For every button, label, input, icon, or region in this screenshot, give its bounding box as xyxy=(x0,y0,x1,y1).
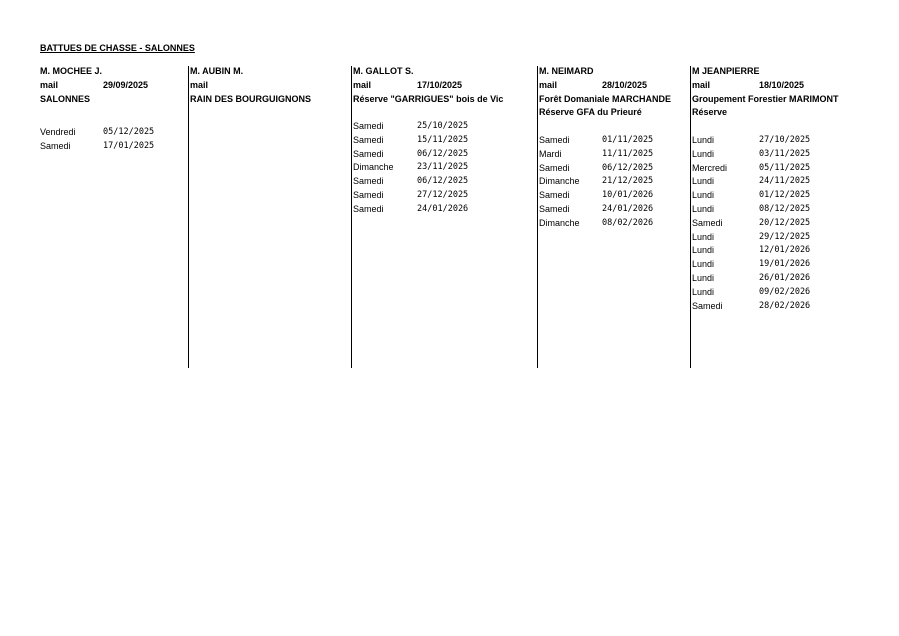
hunt-day: Lundi xyxy=(692,176,715,187)
hunter-column xyxy=(188,66,190,368)
hunt-date: 23/11/2025 xyxy=(417,162,469,173)
hunt-day: Samedi xyxy=(353,190,384,200)
hunter-column xyxy=(40,66,41,368)
hunt-date: 01/11/2025 xyxy=(602,135,654,145)
hunt-day: Lundi xyxy=(692,148,715,159)
mail-label: mail xyxy=(539,79,558,90)
hunt-day: Mercredi xyxy=(692,162,728,173)
mail-date: 17/10/2025 xyxy=(417,79,463,90)
hunt-location: Réserve xyxy=(692,107,728,118)
mail-label: mail xyxy=(190,79,209,90)
hunt-day: Vendredi xyxy=(40,127,76,137)
hunt-date: 24/01/2026 xyxy=(602,204,654,214)
mail-date: 28/10/2025 xyxy=(602,79,648,90)
hunt-day: Dimanche xyxy=(353,162,394,173)
hunt-date: 17/01/2025 xyxy=(103,140,155,151)
hunt-date: 19/01/2026 xyxy=(759,259,811,270)
hunt-day: Samedi xyxy=(353,176,384,187)
hunt-date: 09/02/2026 xyxy=(759,286,811,297)
hunt-date: 05/11/2025 xyxy=(759,162,811,173)
hunt-day: Samedi xyxy=(692,217,723,228)
hunt-day: Samedi xyxy=(353,121,384,131)
hunt-day: Dimanche xyxy=(539,217,580,228)
hunt-location: SALONNES xyxy=(40,93,91,104)
mail-date: 29/09/2025 xyxy=(103,79,149,90)
hunter-column xyxy=(351,66,353,368)
hunt-day: Lundi xyxy=(692,204,715,214)
hunter-name: M JEANPIERRE xyxy=(692,66,760,76)
hunt-day: Mardi xyxy=(539,148,562,159)
hunt-date: 06/12/2025 xyxy=(417,176,469,187)
hunt-date: 28/02/2026 xyxy=(759,300,811,311)
hunt-date: 08/12/2025 xyxy=(759,204,811,214)
hunt-day: Lundi xyxy=(692,286,715,297)
hunt-day: Lundi xyxy=(692,245,715,256)
hunt-day: Samedi xyxy=(353,134,384,145)
hunt-day: Dimanche xyxy=(539,176,580,187)
hunt-date: 29/12/2025 xyxy=(759,231,811,242)
hunt-date: 06/12/2025 xyxy=(417,148,469,159)
hunt-date: 24/11/2025 xyxy=(759,176,811,187)
mail-date: 18/10/2025 xyxy=(759,79,805,90)
hunt-day: Samedi xyxy=(353,148,384,159)
mail-label: mail xyxy=(353,79,372,90)
hunt-day: Lundi xyxy=(692,273,715,283)
hunt-day: Lundi xyxy=(692,231,715,242)
hunt-day: Samedi xyxy=(539,162,570,173)
hunt-day: Samedi xyxy=(353,203,384,214)
hunt-location: RAIN DES BOURGUIGNONS xyxy=(190,93,312,104)
hunt-date: 24/01/2026 xyxy=(417,203,469,214)
hunter-name: M. GALLOT S. xyxy=(353,66,414,76)
hunt-date: 20/12/2025 xyxy=(759,217,811,228)
hunt-date: 15/11/2025 xyxy=(417,134,469,145)
hunt-date: 01/12/2025 xyxy=(759,190,811,201)
hunt-date: 27/10/2025 xyxy=(759,135,811,145)
hunt-date: 08/02/2026 xyxy=(602,217,654,228)
mail-label: mail xyxy=(40,79,59,90)
page-title: BATTUES DE CHASSE - SALONNES xyxy=(40,43,195,53)
hunt-day: Samedi xyxy=(692,300,723,311)
hunt-location: Réserve "GARRIGUES" bois de Vic xyxy=(353,93,504,104)
hunt-date: 12/01/2026 xyxy=(759,245,811,256)
hunt-day: Lundi xyxy=(692,135,715,145)
hunt-day: Samedi xyxy=(539,204,570,214)
hunt-date: 10/01/2026 xyxy=(602,190,654,201)
hunt-date: 11/11/2025 xyxy=(602,148,654,159)
hunt-day: Samedi xyxy=(539,135,570,145)
hunter-name: M. AUBIN M. xyxy=(190,66,244,76)
mail-label: mail xyxy=(692,79,711,90)
hunt-date: 06/12/2025 xyxy=(602,162,654,173)
hunt-day: Lundi xyxy=(692,190,715,201)
hunter-name: M. NEIMARD xyxy=(539,66,594,76)
hunt-date: 03/11/2025 xyxy=(759,148,811,159)
hunt-date: 21/12/2025 xyxy=(602,176,654,187)
hunt-day: Samedi xyxy=(539,190,570,201)
hunt-location: Forêt Domaniale MARCHANDE xyxy=(539,93,672,104)
hunt-location: Groupement Forestier MARIMONT xyxy=(692,93,839,104)
hunt-location: Réserve GFA du Prieuré xyxy=(539,107,642,118)
hunt-date: 27/12/2025 xyxy=(417,190,469,200)
hunt-date: 26/01/2026 xyxy=(759,273,811,283)
hunt-day: Samedi xyxy=(40,140,71,151)
hunt-day: Lundi xyxy=(692,259,715,270)
hunter-name: M. MOCHEE J. xyxy=(40,66,103,76)
hunt-date: 25/10/2025 xyxy=(417,121,469,131)
hunt-date: 05/12/2025 xyxy=(103,127,155,137)
